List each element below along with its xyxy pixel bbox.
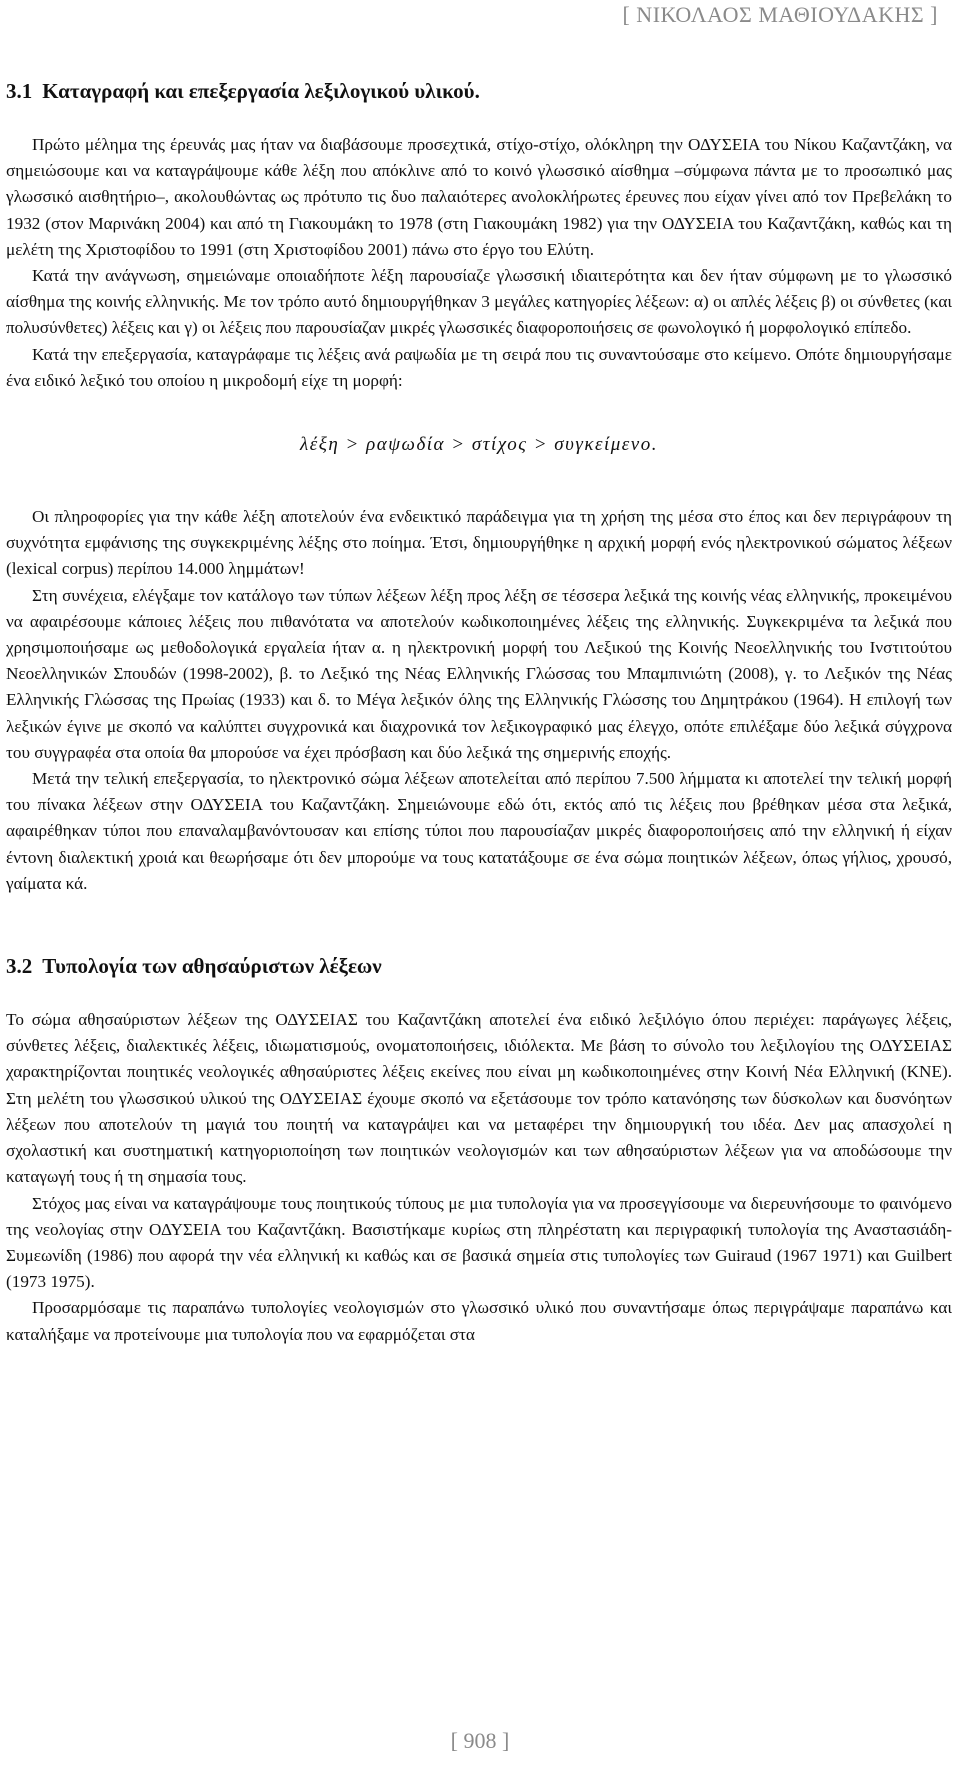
section-heading-3-1 [6,78,952,104]
paragraph: Μετά την τελική επεξεργασία, το ηλεκτρονικό σώμα λέξεων αποτελείται από περίπου 7.500 λήμματα κι αποτελεί την τελική μορφή του πίνακα λέξεων στην ΟΔΥΣΕΙΑ του Καζαντζάκη. Σημειώνουμε εδώ ότι, εκτός από τις λέξεις που βρέθηκαν μέσα στα λεξικά, αφαιρέθηκαν τύποι που επαναλαμβανόντουσαν και επίσης τύποι που παρουσίαζαν μικρές διαφοροποιήσεις από την ελληνική ή είχαν έντονη διαλεκτική χροιά και θεωρήσαμε ότι δεν μπορούμε να τους κατατάξουμε σε ένα σώμα ποιητικών λέξεων, όπως γήλιος, χρουσό, γαίματα κά. [6,769,952,893]
microstructure-formula: λέξη > ραψωδία > στίχος > συγκείμενο. [300,434,658,456]
paragraph: Το σώμα αθησαύριστων λέξεων της ΟΔΥΣΕΙΑΣ του Καζαντζάκη αποτελεί ένα ειδικό λεξιλόγιο όπου περιέχει: παράγωγες λέξεις, σύνθετες λέξεις, διαλεκτικές λέξεις, ιδιωματισμούς, ονοματοποιήσεις, ιδιόλεκτα. Με βάση το σύνολο του λεξιλογίου της ΟΔΥΣΕΙΑΣ χαρακτηρίζονται ποιητικές νεολογικές αθησαύριστες λέξεις εκείνες που είναι μη κωδικοποιημένες στην Κοινή Νέα Ελληνική (ΚΝΕ). Στη μελέτη του γλωσσικού υλικού της ΟΔΥΣΕΙΑΣ έχουμε σκοπό να εξετάσουμε τον τρόπο κατανόησης των δύσκολων και δυσνόητων λέξεων που αποτελούν τη μαγιά του ποιητή να καταγράψει και να μεταφέρει την δημιουργική του ιδέα. Δεν μας απασχολεί η σχολαστική και συστηματική κατηγοριοποίηση των ποιητικών νεολογισμών και των αθησαύριστων λέξεων για να αποδώσουμε την καταγωγή τους ή τη σημασία τους. [6,1010,952,1187]
section-number: 3.2 [6,954,33,979]
paragraph: Προσαρμόσαμε τις παραπάνω τυπολογίες νεολογισμών στο γλωσσικό υλικό που συναντήσαμε όπως περιγράψαμε παραπάνω και καταλήξαμε να προτείνουμε μια τυπολογία που να εφαρμόζεται στα [6,1298,952,1344]
section-title: Καταγραφή και επεξεργασία λεξιλογικού υλικού. [42,79,480,103]
section-title: Τυπολογία των αθησαύριστων λέξεων [42,954,382,979]
paragraph: Κατά την ανάγνωση, σημειώναμε οποιαδήποτε λέξη παρουσίαζε γλωσσική ιδιαιτερότητα και δεν ήταν σύμφωνη με το γλωσσικό αίσθημα της κοινής ελληνικής. Με τον τρόπο αυτό δημιουργήθηκαν 3 μεγάλες κατηγορίες λέξεων: α) οι απλές λέξεις β) οι σύνθετες (και πολυσύνθετες) λέξεις και γ) οι λέξεις που παρουσίαζαν μικρές γλωσσικές διαφοροποιήσεις σε φωνολογικό ή μορφολογικό επίπεδο. [6,266,952,338]
paragraph: Στη συνέχεια, ελέγξαμε τον κατάλογο των τύπων λέξεων λέξη προς λέξη σε τέσσερα λεξικά της κοινής νέας ελληνικής, προκειμένου να αφαιρέσουμε κάποιες λέξεις που πιθανότατα να αποτελούν κωδικοποιημένες λέξεις της ελληνικής. Συγκεκριμένα τα λεξικά που χρησιμοποιήσαμε ως μεθοδολογικά εργαλεία ήταν α. η ηλεκτρονική μορφή του Λεξικού της Κοινής Νεοελληνικής του Ινστιτούτου Νεοελληνικών Σπουδών (1998-2002), β. το Λεξικό της Νέας Ελληνικής Γλώσσας του Μπαμπινιώτη (2008), γ. το Λεξικόν της Νέας Ελληνικής Γλώσσας της Πρωίας (1933) και δ. το Μέγα λεξικόν όλης της Ελληνικής Γλώσσης του Δημητράκου (1964). Η επιλογή των λεξικών έγινε με σκοπό να καλύπτει συγχρονικά και διαχρονικά τον λεξικογραφικό μας έλεγχο, οπότε επιλέξαμε δύο λεξικά σύγχρονα του συγγραφέα στα οποία θα μπορούσε να έχει πρόσβαση και δύο λεξικά της σημερινής εποχής. [6,585,952,762]
paragraph: Πρώτο μέλημα της έρευνάς μας ήταν να διαβάσουμε προσεχτικά, στίχο-στίχο, ολόκληρη την ΟΔΥΣΕΙΑ του Νίκου Καζαντζάκη, να σημειώσουμε και να καταγράψουμε κάθε λέξη που απόκλινε από το κοινό γλωσσικό αίσθημα –σύμφωνα πάντα με το προσωπικό μας γλωσσικό αισθητήριο–, ακολουθώντας ως πρότυπο τις δυο παλαιότερες ανολοκλήρωτες έρευνες που είχαν γίνει από τον Πρεβελάκη το 1932 (στον Μαρινάκη 2004) και από τη Γιακουμάκη το 1978 (στη Γιακουμάκη 1982) για την ΟΔΥΣΕΙΑ του Καζαντζάκη, καθώς και τη μελέτη της Χριστοφίδου το 1991 (στη Χριστοφίδου 2001) πάνω στο έργο του Ελύτη. [6,135,952,259]
paragraph: Οι πληροφορίες για την κάθε λέξη αποτελούν ένα ενδεικτικό παράδειγμα για τη χρήση της μέσα στο έπος και δεν περιγράφουν τη συχνότητα εμφάνισης της συγκεκριμένης λέξης στο ποίημα. Έτσι, δημιουργήθηκε η αρχική μορφή ενός ηλεκτρονικού σώματος λέξεων (lexical corpus) περίπου 14.000 λημμάτων! [6,507,952,579]
running-header: [ ΝΙΚΟΛΑΟΣ ΜΑΘΙΟΥΔΑΚΗΣ ] [622,2,938,27]
document-body [6,78,952,1348]
page-number: [ 908 ] [450,1728,510,1753]
section-heading-3-2 [6,953,952,979]
paragraph: Στόχος μας είναι να καταγράψουμε τους ποιητικούς τύπους με μια τυπολογία για να προσεγγίσουμε να διερευνήσουμε το φαινόμενο της νεολογίας στην ΟΔΥΣΕΙΑ του Καζαντζάκη. Βασιστήκαμε κυρίως στη πληρέστατη και περιγραφική τυπολογία της Αναστασιάδη-Συμεωνίδη (1986) που αφορά την νέα ελληνική κι καθώς και σε βασικά σημεία στις τυπολογίες των Guiraud (1967 1971) και Guilbert (1973 1975). [6,1193,952,1292]
paragraph: Κατά την επεξεργασία, καταγράφαμε τις λέξεις ανά ραψωδία με τη σειρά που τις συναντούσαμε στο κείμενο. Οπότε δημιουργήσαμε ένα ειδικό λεξικό του οποίου η μικροδομή είχε τη μορφή: [6,344,952,390]
section-number: 3.1 [6,79,33,103]
